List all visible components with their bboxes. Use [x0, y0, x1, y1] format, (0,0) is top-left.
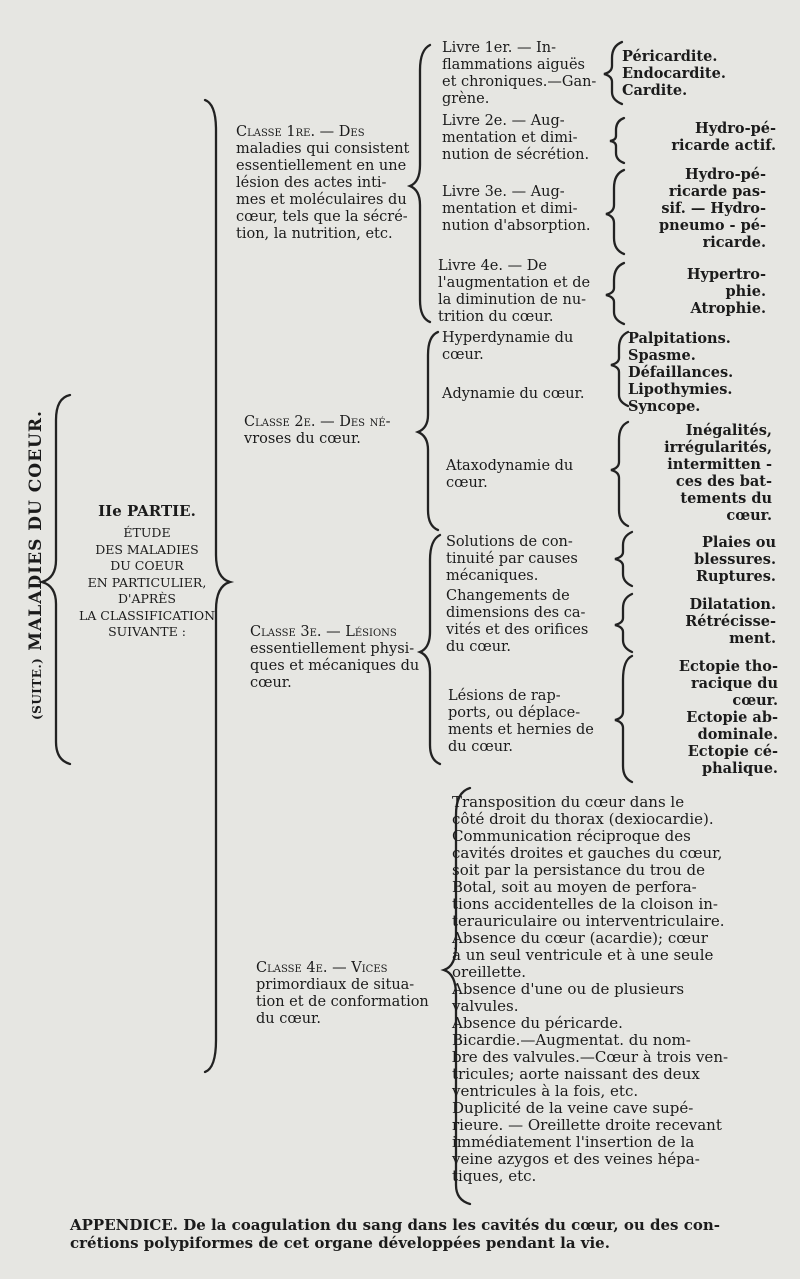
right-line: ment. — [729, 630, 776, 647]
livre-line: vités et des orifices — [446, 622, 589, 638]
vertical-title — [26, 410, 46, 720]
vice-line: oreillette. — [452, 963, 527, 981]
appendice-text-2: crétions polypiformes de cet organe développées pendant la vie. — [70, 1234, 610, 1252]
livre-line: Changements de — [446, 588, 570, 604]
right-line: Dilatation. — [689, 596, 776, 613]
right-item-plaies — [632, 534, 776, 585]
class-line: tion, la nutrition, etc. — [236, 226, 393, 242]
livre-line: la diminution de nu- — [438, 292, 587, 308]
right-line: Ectopie cé- — [687, 743, 778, 760]
brace-main — [42, 395, 70, 764]
right-line: Hydro-pé- — [685, 166, 766, 183]
livre-line: mécaniques. — [446, 568, 539, 584]
vice-line: soit par la persistance du trou de — [452, 861, 706, 879]
vice-line: Absence d'une ou de plusieurs — [452, 980, 685, 998]
vice-line: Absence du péricarde. — [452, 1014, 623, 1032]
adynamie — [442, 386, 618, 403]
right-line: Atrophie. — [690, 300, 766, 317]
livre-line: ports, ou déplace- — [448, 705, 581, 721]
right-line: pneumo - pé- — [659, 217, 766, 234]
right-line: Défaillances. — [628, 364, 734, 381]
right-item-dilatation — [634, 596, 776, 647]
right-item-hydro-passif — [626, 166, 766, 251]
class-line: Classe 1re. — Des — [236, 124, 365, 140]
vice-line: ventricules à la fois, etc. — [452, 1082, 639, 1100]
partie-heading: IIe PARTIE. — [98, 502, 196, 520]
vice-line: rieure. — Oreillette droite recevant — [452, 1116, 722, 1134]
right-line: blessures. — [694, 551, 776, 568]
right-item-hydro-actif — [626, 120, 776, 154]
livre-line: cœur. — [442, 347, 484, 363]
right-item-hypertrophie — [626, 266, 766, 317]
class-line: Classe 2e. — Des né- — [244, 414, 391, 430]
livre-line: du cœur. — [448, 739, 513, 755]
vice-line: à un seul ventricule et à une seule — [452, 946, 714, 964]
appendice — [70, 1216, 770, 1252]
solutions-continuite — [446, 534, 622, 585]
class-line: ques et mécaniques du — [250, 658, 420, 674]
vertical-title-prefix: (SUITE.) — [30, 657, 44, 720]
right-item-inflammations — [622, 48, 782, 99]
class-line: du cœur. — [256, 1011, 321, 1027]
vice-line: Bicardie.—Augmentat. du nom- — [452, 1031, 691, 1049]
class-line: maladies qui consistent — [236, 141, 410, 157]
right-line: Hydro-pé- — [695, 120, 776, 137]
livre-line: nution d'absorption. — [442, 218, 591, 234]
livre-line: Solutions de con- — [446, 534, 573, 550]
class-line: vroses du cœur. — [244, 431, 361, 447]
class-line: mes et moléculaires du — [236, 192, 407, 208]
livre-line: dimensions des ca- — [446, 605, 586, 621]
right-line: dominale. — [697, 726, 778, 743]
right-line: intermitten - — [667, 456, 772, 473]
livre-4 — [438, 258, 613, 326]
vice-line: tricules; aorte naissant des deux — [452, 1065, 700, 1083]
livre-line: Ataxodynamie du — [446, 458, 574, 474]
appendice-line-1 — [70, 1216, 770, 1234]
vice-line: cavités droites et gauches du cœur, — [452, 844, 723, 862]
vice-line: tions accidentelles de la cloison in- — [452, 895, 718, 913]
vice-line: Communication réciproque des — [452, 827, 691, 845]
livre-line: tinuité par causes — [446, 551, 578, 567]
livre-line: mentation et dimi- — [442, 130, 578, 146]
right-line: Spasme. — [628, 347, 696, 364]
right-line: Ectopie tho- — [678, 658, 778, 675]
brace-r2 — [610, 118, 624, 163]
partie-line: D'APRÈS — [118, 591, 176, 606]
right-line: Plaies ou — [702, 534, 776, 551]
livre-line: nution de sécrétion. — [442, 147, 590, 163]
livre-line: Adynamie du cœur. — [442, 386, 585, 402]
livre-2 — [442, 113, 612, 164]
right-line: Péricardite. — [622, 48, 718, 65]
class-line: tion et de conformation — [256, 994, 429, 1010]
right-line: Ruptures. — [695, 568, 776, 585]
livre-line: Livre 2e. — Aug- — [442, 113, 565, 129]
vice-line: Transposition du cœur dans le — [452, 793, 685, 811]
class-line: Classe 4e. — Vices — [256, 960, 388, 976]
hyperdynamie — [442, 330, 618, 364]
vice-line: tiques, etc. — [452, 1167, 537, 1185]
right-line: sif. — Hydro- — [661, 200, 766, 217]
right-line: ricarde pas- — [668, 183, 766, 200]
class-line: essentiellement physi- — [250, 641, 415, 657]
right-line: Rétrécisse- — [685, 613, 776, 630]
livre-line: Livre 4e. — De — [438, 258, 547, 274]
right-line: Inégalités, — [685, 422, 772, 439]
ataxodynamie — [446, 458, 618, 492]
class-line: essentiellement en une — [236, 158, 407, 174]
right-line: ces des bat- — [675, 473, 772, 490]
right-line: tements du — [680, 490, 772, 507]
partie-line: EN PARTICULIER, — [87, 574, 207, 590]
class-4 — [256, 960, 446, 1028]
livre-line: du cœur. — [446, 639, 511, 655]
right-line: irrégularités, — [664, 439, 772, 456]
livre-line: mentation et dimi- — [442, 201, 578, 217]
livre-line: Livre 3e. — Aug- — [442, 184, 565, 200]
right-line: ricarde. — [702, 234, 766, 251]
right-line: ricarde actif. — [671, 137, 776, 154]
livre-1 — [442, 40, 612, 108]
vice-line: veine azygos et des veines hépa- — [452, 1150, 700, 1168]
appendice-text-1: De la coagulation du sang dans les cavités du cœur, ou des con- — [183, 1216, 720, 1234]
livre-line: flammations aiguës — [442, 57, 585, 73]
partie-description — [72, 525, 222, 641]
right-line: phie. — [725, 283, 766, 300]
class-line: cœur, tels que la sécré- — [236, 209, 408, 225]
right-item-palpitations — [628, 330, 778, 415]
right-line: Hypertro- — [686, 266, 766, 283]
livre-line: et chroniques.—Gan- — [442, 74, 597, 90]
appendice-label: APPENDICE. — [70, 1216, 178, 1234]
vice-line: valvules. — [452, 997, 519, 1015]
vice-line: Botal, soit au moyen de perfora- — [452, 878, 697, 896]
right-line: Endocardite. — [622, 65, 726, 82]
partie-line: DES MALADIES — [95, 541, 199, 557]
right-line: phalique. — [701, 760, 778, 777]
right-line: Syncope. — [628, 398, 701, 415]
right-line: Ectopie ab- — [686, 709, 778, 726]
class-line: cœur. — [250, 675, 292, 691]
right-item-ectopie — [634, 658, 778, 777]
class-line: primordiaux de situa- — [256, 977, 415, 993]
vice-line: immédiatement l'insertion de la — [452, 1133, 695, 1151]
class-3 — [250, 624, 430, 692]
livre-3 — [442, 184, 612, 235]
lesions-rapports — [448, 688, 622, 756]
vice-line: Duplicité de la veine cave supé- — [452, 1099, 694, 1117]
livre-line: Livre 1er. — In- — [442, 40, 557, 56]
right-item-inegalites — [630, 422, 772, 524]
right-line: racique du — [690, 675, 778, 692]
livre-line: cœur. — [446, 475, 488, 491]
vertical-title-main: MALADIES DU COEUR. — [26, 410, 46, 651]
class-line: lésion des actes inti- — [236, 175, 387, 191]
partie-line: DU COEUR — [110, 558, 184, 573]
class4-vices-list — [452, 794, 758, 1185]
partie-line: LA CLASSIFICATION — [78, 607, 216, 623]
right-line: Lipothymies. — [628, 381, 733, 398]
livre-line: trition du cœur. — [438, 309, 554, 325]
right-line: Palpitations. — [628, 330, 731, 347]
vice-line: bre des valvules.—Cœur à trois ven- — [452, 1048, 729, 1066]
right-line: cœur. — [732, 692, 778, 709]
class-line: Classe 3e. — Lésions — [250, 624, 397, 640]
class-1 — [236, 124, 422, 243]
vice-line: terauriculaire ou interventriculaire. — [452, 912, 725, 930]
vice-line: Absence du cœur (acardie); cœur — [452, 929, 708, 947]
livre-line: Hyperdynamie du — [442, 330, 574, 346]
livre-line: l'augmentation et de — [438, 275, 591, 291]
livre-line: ments et hernies de — [448, 722, 594, 738]
partie-line: SUIVANTE : — [108, 624, 186, 639]
livre-line: grène. — [442, 91, 490, 107]
right-line: Cardite. — [622, 82, 688, 99]
vice-line: côté droit du thorax (dexiocardie). — [452, 810, 714, 828]
partie-line: ÉTUDE — [123, 525, 171, 540]
changements-dimensions — [446, 588, 622, 656]
livre-line: Lésions de rap- — [448, 688, 561, 704]
class-2 — [244, 414, 424, 448]
right-line: cœur. — [726, 507, 772, 524]
